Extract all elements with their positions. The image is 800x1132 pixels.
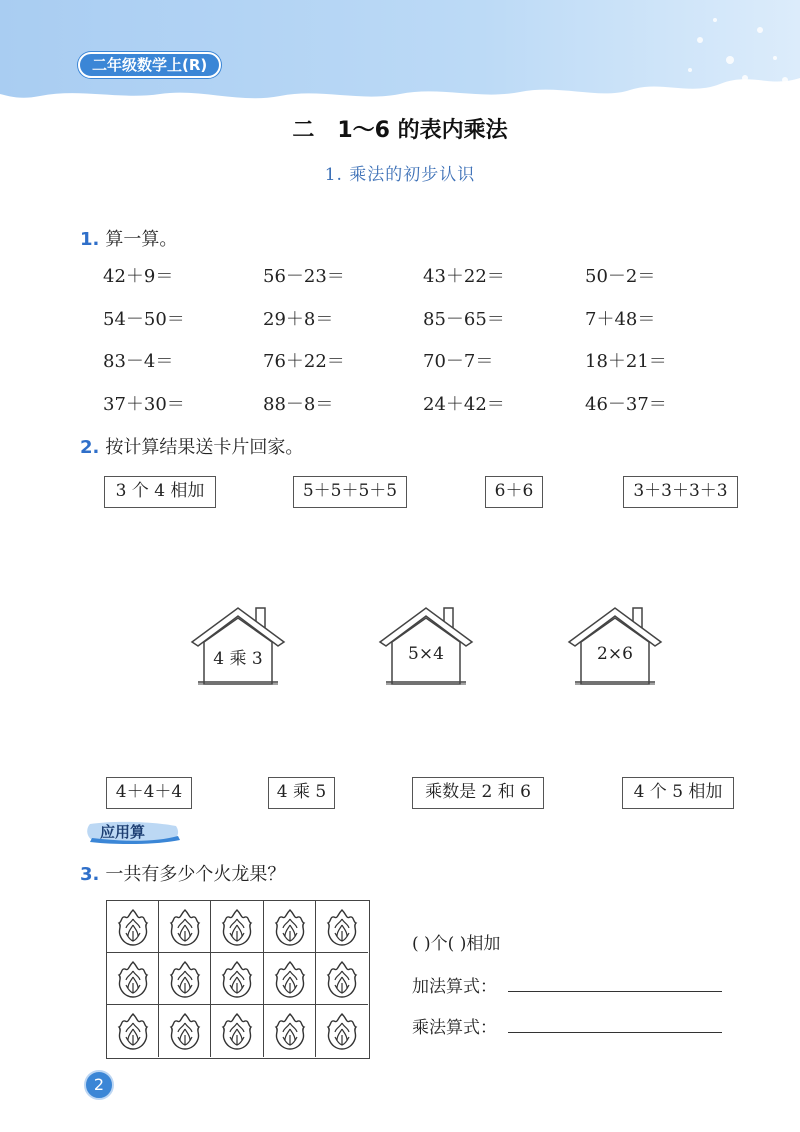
grid-cell [107, 953, 159, 1005]
calc-item: 46－37＝ [585, 394, 667, 415]
grid-cell [211, 953, 263, 1005]
dragon-fruit-icon [220, 959, 254, 999]
question-number: 1. [80, 229, 100, 250]
expression-card[interactable]: 5＋5＋5＋5 [293, 476, 407, 508]
house-label: 2×6 [597, 644, 633, 664]
dragon-fruit-icon [325, 959, 359, 999]
dragon-fruit-icon [116, 959, 150, 999]
dragon-fruit-icon [168, 1011, 202, 1051]
expression-card[interactable]: 3 个 4 相加 [104, 476, 216, 508]
expression-card[interactable]: 4 乘 5 [268, 777, 335, 809]
calc-item: 24＋42＝ [423, 394, 505, 415]
section-tag-label: 应用算 [100, 823, 146, 841]
expression-card[interactable]: 4 个 5 相加 [622, 777, 734, 809]
grid-cell [107, 901, 159, 953]
calc-item: 18＋21＝ [585, 351, 667, 372]
expression-card[interactable]: 3＋3＋3＋3 [623, 476, 738, 508]
house-label: 5×4 [408, 644, 444, 664]
grid-cell [316, 953, 368, 1005]
calc-item: 85－65＝ [423, 309, 505, 330]
house-target[interactable] [567, 604, 663, 686]
calc-item: 29＋8＝ [263, 309, 334, 330]
expression-card[interactable]: 乘数是 2 和 6 [412, 777, 544, 809]
chapter-title: 二 1～6 的表内乘法 [292, 118, 508, 143]
header-banner [0, 0, 800, 110]
expression-card[interactable]: 4＋4＋4 [106, 777, 192, 809]
calc-item: 42＋9＝ [103, 266, 174, 287]
addition-label: 加法算式： [412, 977, 497, 997]
dragon-fruit-icon [273, 1011, 307, 1051]
dragon-fruit-icon [220, 1011, 254, 1051]
section-title: 1. 乘法的初步认识 [324, 165, 476, 185]
expression-card[interactable]: 6＋6 [485, 476, 543, 508]
grid-cell [316, 1005, 368, 1057]
dragon-fruit-icon [325, 1011, 359, 1051]
grid-cell [159, 901, 211, 953]
calc-item: 37＋30＝ [103, 394, 185, 415]
question-number: 2. [80, 437, 100, 458]
calc-item: 83－4＝ [103, 351, 174, 372]
calc-item: 70－7＝ [423, 351, 494, 372]
calc-item: 54－50＝ [103, 309, 185, 330]
dragon-fruit-icon [168, 907, 202, 947]
calc-item: 43＋22＝ [423, 266, 505, 287]
grid-cell [211, 901, 263, 953]
section-tag-application [86, 820, 182, 844]
grid-cell [159, 953, 211, 1005]
dragon-fruit-icon [116, 1011, 150, 1051]
calc-item: 56－23＝ [263, 266, 345, 287]
dragon-fruit-icon [273, 959, 307, 999]
question-number: 3. [80, 864, 100, 885]
blank-sentence: ( )个( )相加 [412, 934, 501, 954]
grid-cell [264, 953, 316, 1005]
grid-cell [264, 1005, 316, 1057]
grid-cell [264, 901, 316, 953]
question-1-heading [80, 225, 177, 251]
question-prompt: 一共有多少个火龙果？ [105, 864, 286, 885]
house-label: 4 乘 3 [213, 649, 263, 669]
grade-tag: 二年级数学上(R) [78, 52, 221, 78]
question-2-heading [80, 433, 303, 459]
grid-cell [211, 1005, 263, 1057]
grid-cell [159, 1005, 211, 1057]
dragon-fruit-icon [325, 907, 359, 947]
grid-cell [316, 901, 368, 953]
dragon-fruit-icon [220, 907, 254, 947]
dragon-fruit-grid [106, 900, 370, 1059]
calc-item: 7＋48＝ [585, 309, 656, 330]
addition-answer-line[interactable] [508, 991, 722, 992]
question-prompt: 算一算。 [105, 229, 178, 250]
question-prompt: 按计算结果送卡片回家。 [105, 437, 304, 458]
calc-item: 50－2＝ [585, 266, 656, 287]
dragon-fruit-icon [168, 959, 202, 999]
house-target[interactable] [190, 604, 286, 686]
grid-cell [107, 1005, 159, 1057]
house-target[interactable] [378, 604, 474, 686]
question-3-heading [80, 860, 285, 886]
dragon-fruit-icon [273, 907, 307, 947]
multiplication-label: 乘法算式： [412, 1018, 497, 1038]
calc-item: 88－8＝ [263, 394, 334, 415]
calc-item: 76＋22＝ [263, 351, 345, 372]
page-number: 2 [84, 1070, 114, 1100]
multiplication-answer-line[interactable] [508, 1032, 722, 1033]
dragon-fruit-icon [116, 907, 150, 947]
